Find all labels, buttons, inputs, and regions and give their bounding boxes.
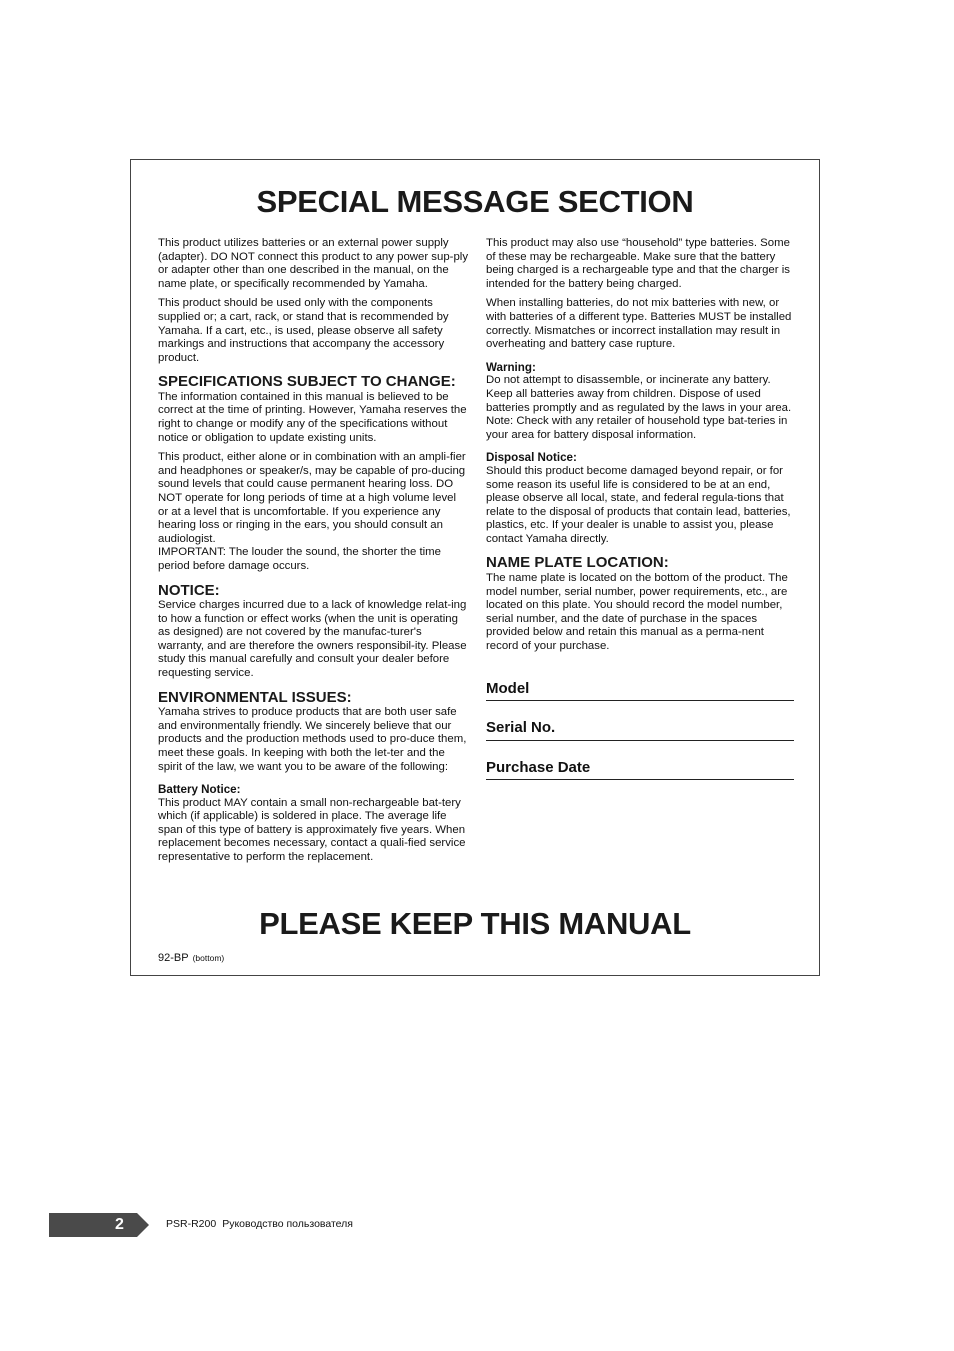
name-plate-heading: NAME PLATE LOCATION: xyxy=(486,554,669,572)
right-column xyxy=(486,237,796,780)
page-number: 2 xyxy=(115,1216,124,1233)
paragraph: When installing batteries, do not mix batteries with new, or with batteries of a different type. Batteries MUST be installed correctly. Mismatches or incorrect installation may result in overheating and battery case rupture. xyxy=(486,297,792,351)
specifications-heading: SPECIFICATIONS SUBJECT TO CHANGE: xyxy=(158,373,456,391)
environmental-heading: ENVIRONMENTAL ISSUES: xyxy=(158,688,352,706)
footer-model: PSR-R200 xyxy=(166,1218,217,1230)
code-note: (bottom) xyxy=(192,953,225,963)
serial-field: Serial No. xyxy=(486,721,794,741)
paragraph: Should this product become damaged beyond repair, or for some reason its useful life is considered to be at an end, please observe all local, state, and federal regula-tions that relate to the disposal of products that contain lead, batteries, plastics, etc. If your dealer is unable to assist you, please contact Yamaha directly. xyxy=(486,464,791,545)
battery-notice-heading: Battery Notice: xyxy=(158,783,241,797)
code-id: 92-BP xyxy=(158,952,189,964)
special-message-box xyxy=(130,159,820,976)
model-field: Model xyxy=(486,682,794,702)
paragraph: The information contained in this manual is believed to be correct at the time of printing. However, Yamaha reserves the right to change or modify any of the specifications without notice or obligation to update existing units. xyxy=(158,390,467,444)
disposal-notice-heading: Disposal Notice: xyxy=(486,451,577,465)
footer-doc-title: Руководство пользователя xyxy=(222,1218,353,1230)
paragraph: IMPORTANT: The louder the sound, the shorter the time period before damage occurs. xyxy=(158,546,442,572)
paragraph: Yamaha strives to produce products that are both user safe and environmentally friendly. We sincerely believe that our products and the production methods used to pro-duce them, meet these goals. In keeping with both the let-ter and the spirit of the law, we want you to be aware of the following: xyxy=(158,706,467,773)
paragraph: This product utilizes batteries or an external power supply (adapter). DO NOT connect this product to any power sup-ply or adapter other than one described in the manual, on the name plate, or specifically recommended by Yamaha. xyxy=(158,237,469,290)
warning-heading: Warning: xyxy=(486,360,536,374)
left-column xyxy=(158,237,468,871)
document-code xyxy=(158,952,224,964)
paragraph: Do not attempt to disassemble, or incinerate any battery. Keep all batteries away from children. Dispose of used batteries promptly and as regulated by the laws in your area. Note: Check with any retailer of household type bat-teries in your area for battery disposal information. xyxy=(486,374,792,441)
paragraph: Service charges incurred due to a lack of knowledge relat-ing to how a function or effect works (when the unit is operating as designed) are not covered by the manufac-turer's warranty, and are therefore the owners responsibil-ity. Please study this manual carefully and consult your dealer before requesting service. xyxy=(158,599,467,680)
paragraph: The name plate is located on the bottom of the product. The model number, serial number, power requirements, etc., are located on this plate. You should record the model number, serial number, and the date of purchase in the spaces provided below and retain this manual as a perma-nent record of your purchase. xyxy=(486,571,788,652)
section-title: SPECIAL MESSAGE SECTION xyxy=(256,184,694,219)
purchase-date-field: Purchase Date xyxy=(486,761,794,781)
paragraph: This product MAY contain a small non-rechargeable bat-tery which (if applicable) is soldered in place. The average life span of this type of battery is approximately five years. When replacement becomes necessary, contact a quali-fied service representative to perform the replacement. xyxy=(158,796,466,864)
paragraph: This product should be used only with the components supplied or; a cart, rack, or stand that is recommended by Yamaha. If a cart, etc., is used, please observe all safety markings and instructions that accompany the accessory product. xyxy=(158,297,449,364)
notice-heading: NOTICE: xyxy=(158,581,220,599)
closing-title: PLEASE KEEP THIS MANUAL xyxy=(259,906,691,941)
paragraph: This product may also use “household” type batteries. Some of these may be rechargeable. Make sure that the battery being charged is a rechargeable type and that the charger is intended for the battery being charged. xyxy=(486,237,790,290)
footer-text xyxy=(166,1218,359,1230)
paragraph: This product, either alone or in combination with an ampli-fier and headphones or speaker/s, may be capable of pro-ducing sound levels that could cause permanent hearing loss. DO NOT operate for long periods of time at a high volume level or at a level that is uncomfortable. If you experience any hearing loss or ringing in the ears, you should consult an audiologist. xyxy=(158,451,466,545)
